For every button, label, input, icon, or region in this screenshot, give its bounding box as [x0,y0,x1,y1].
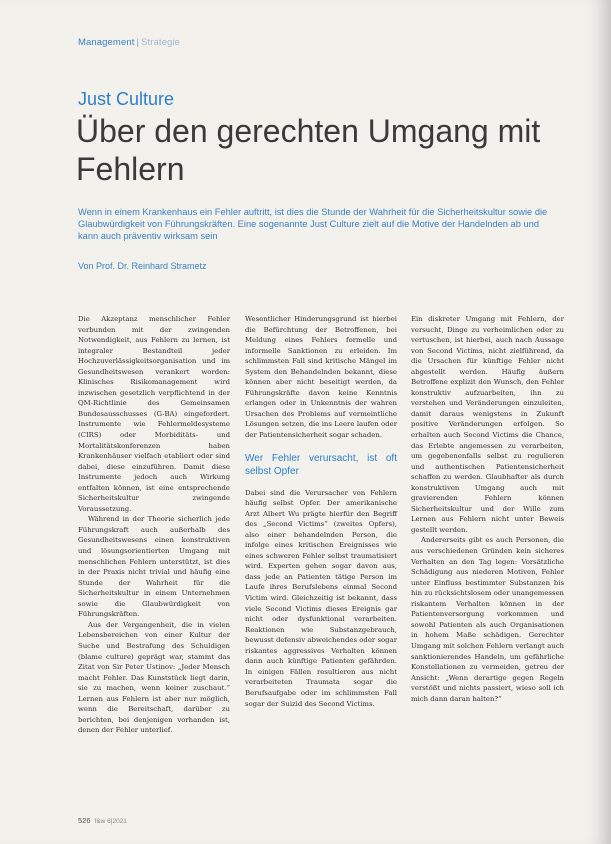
page-footer [78,816,127,825]
text-column-3 [411,314,564,704]
paragraph: Wesentlicher Hinderungsgrund ist hierbei die Befürchtung der Betroffenen, bei Meldung eines Fehlers formelle und informelle Sanktionen zu erleiden. Im schlimmsten Fall sind kritische Mängel im System den Behandelnden bekannt, diese können aber nicht beseitigt werden, da Führungskräfte davon keine Kenntnis erlangen oder in Unkenntnis der wahren Ursachen des Problems auf vermeintliche Lösungen setzen, die ins Leere laufen oder der Patientensicherheit sogar schaden. [245,315,397,440]
paragraph: Die Akzeptanz menschlicher Fehler verbunden mit der zwingenden Notwendigkeit, aus Fehlern zu lernen, ist integraler Bestandteil jeder Hochzuverlässigkeitsorganisation und im Gesundheitswesen verankert worden: Klinisches Risikomanagement wird inzwischen gesetzlich verpflichtend in der QM-Richtlinie des Gemeinsamen Bundesausschusses (G-BA) eingefordert. Instrumente wie Fehlermeldesysteme (CIRS) oder Morbiditäts- und Mortalitätskonferenzen haben Krankenhäuser vielfach etabliert oder sind dabei, diese einzuführen. Damit diese Instrumente jedoch auch Wirkung entfalten können, ist eine entsprechende Sicherheitskultur zwingende Voraussetzung. [78,315,230,513]
paragraph: Dabei sind die Verursacher von Fehlern häufig selbst Opfer. Der amerikanische Arzt Albert Wu prägte hierfür den Begriff des „Second Victims“ (zweites Opfers), also einer behandelnden Person, die infolge eines kritischen Ereignisses wie eines schweren Fehler selbst traumatisiert wird. Experten gehen sogar davon aus, dass jede an Patienten tätige Person im Laufe ihres Berufslebens einmal Second Victim wird. Gleichzeitig ist bekannt, dass viele Second Victims dieses Ereignis gar nicht oder dysfunktional verarbeiten. Reaktionen wie Substanzgebrauch, bewusst defensiv abweichendes oder sogar riskantes aggressives Verhalten können dann auch künftige Patienten gefährden. In einigen Fällen resultieren aus nicht verarbeiteten Traumata sogar die Berufsaufgabe oder im schlimmsten Fall sogar der Suizid des Second Victims. [245,488,397,708]
article-kicker: Just Culture [78,89,175,109]
paragraph: Andererseits gibt es auch Personen, die aus verschiedenen Gründen kein sicheres Verhalten an den Tag legen: Vorsätzliche Schädigung aus niederen Motiven, Fehler unter Einfluss bestimmter Substanzen bis hin zu rücksichtslosem oder unangemessen riskantem Verhalten können in der Patientenversorgung vorkommen und sowohl Patienten als auch Organisationen in hohem Maße schädigen. Gerechter Umgang mit solchen Fehlern verlangt auch sanktionierendes Handeln, um gefährliche Konstellationen zu vermeiden, getreu der Ansicht: „Wenn derartige gegen Regeln verstößt und nichts passiert, wieso soll ich mich dann daran halten?“ [411,536,564,703]
article-byline: Von Prof. Dr. Reinhard Strametz [78,261,207,271]
subsection-label: Strategie [141,37,180,48]
text-column-2 [245,314,397,709]
rubric-separator: | [136,37,140,48]
article-lead: Wenn in einem Krankenhaus ein Fehler auftritt, ist dies die Stunde der Wahrheit für die Sicherheitskultur sowie die Glaubwürdigkeit von Führungskräften. Eine sogenannte Just Culture zielt auf die Motive der Handelnden ab und kann auch präventiv wirksam sein [78,207,548,242]
article-subheading: Wer Fehler verursacht, ist oft selbst Opfer [245,452,397,477]
paragraph: Während in der Theorie sicherlich jede Führungskraft auch außerhalb des Gesundheitswesens einen konstruktiven und lösungsorientierten Umgang mit menschlichen Fehlern unterstützt, ist dies in der Praxis nicht trivial und häufig eine Stunde der Wahrheit für die Sicherheitskultur in einem Unternehmen sowie die Glaubwürdigkeit von Führungskräften. [78,515,230,619]
magazine-name: f&w 6|2021 [94,818,127,825]
paragraph: Aus der Vergangenheit, die in vielen Lebensbereichen von einer Kultur der Suche und Bestrafung des Schuldigen (blame culture) geprägt war, stammt das Zitat von Sir Peter Ustinov: „Jeder Mensch macht Fehler. Das Kunststück liegt darin, sie zu machen, wenn keiner zuschaut.“ Lernen aus Fehlern ist aber nur möglich, wenn die Bereitschaft, darüber zu berichten, bei denjenigen vorhanden ist, denen der Fehler unterlief. [78,620,230,735]
section-rubric [78,37,180,48]
text-column-1 [78,314,230,736]
paragraph: Ein diskreter Umgang mit Fehlern, der versucht, Dinge zu verheimlichen oder zu vertuschen, ist hierbei, auch nach Aussage von Second Victims, nicht zielführend, da die Ursachen für künftige Fehler nicht abgestellt werden. Häufig äußern Betroffene explizit den Wunsch, den Fehler konstruktiv aufzuarbeiten, ihn zu verstehen und Veränderungen einzuleiten, damit daraus wenigstens in Zukunft positive Veränderungen erfolgen. So erhalten auch Second Victims die Chance, das Erlebte angemessen zu verarbeiten, um gegebenenfalls selbst zu regulieren und authentischen Patientensicherheit schaffen zu werden. Glaubhafter als durch konstruktiven Umgang auch mit gravierenden Fehlern können Sicherheitskultur und der Wille zum Lernen aus Fehlern nicht unter Beweis gestellt werden. [411,315,564,534]
section-label: Management [78,37,135,48]
article-title: Über den gerechten Umgang mit Fehlern [76,113,541,187]
page-number: 526 [78,816,91,825]
